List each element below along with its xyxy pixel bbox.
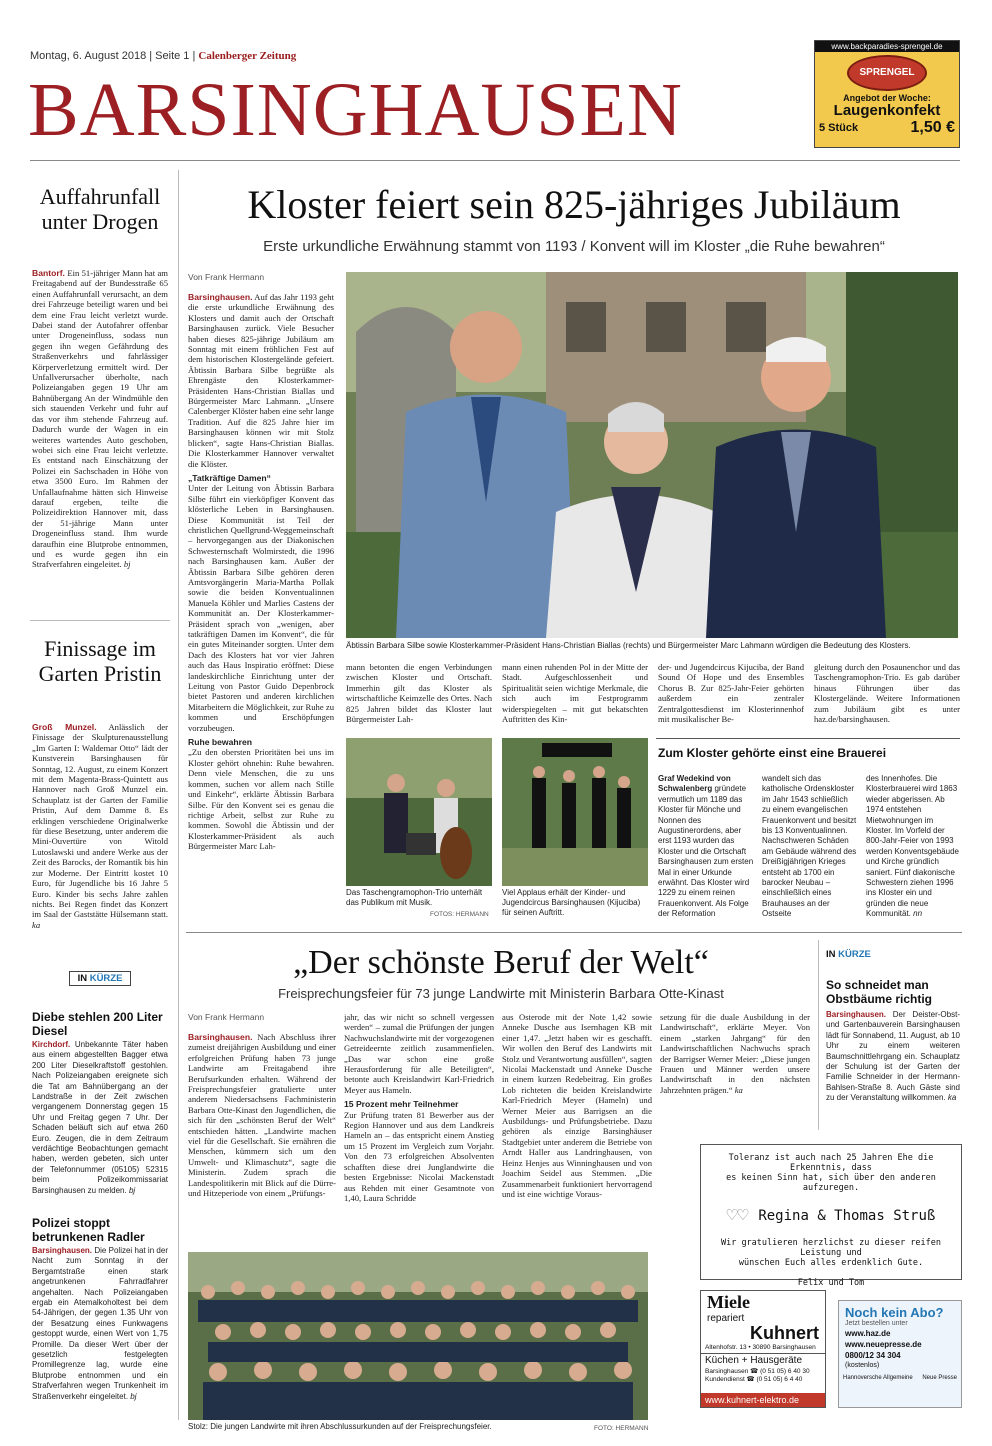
in-kuerze-label-right: IN KÜRZE xyxy=(826,949,871,960)
greeting-line3: Wir gratulieren herzlichst zu dieser reifen Leistung und xyxy=(720,1238,942,1258)
side1-body: Bantorf. Ein 51-jähriger Mann hat am Freitagabend auf der Bundesstraße 65 einen Auffahrunfall verursacht, an dem drei Fahrzeuge beteiligt waren und bei dem eine Frau leicht verletzt wurde. Dabei stand der Autofahrer offenbar unter Drogeneinfluss, sodass nun gegen ihn wegen Gefährdung des Straßenverkehrs und fahrlässiger Körperverletzung ermittelt wird. Der Unfallverursacher überholte, nach Polizeiangaben gegen 19 Uhr am Bahnübergang An der Windmühle den sich stauenden Verkehr und fuhr auf das vor ihm stehende Fahrzeug auf. Dadurch wurde der Wagen in ein weiteres wartendes Auto geschoben, wobei sich eine Frau leicht verletzte. Es entstand nach Einschätzung der Polizei ein Sachschaden in Höhe von etwa 3500 Euro. Im Rahmen der Unfallaufnahme hätten sich Hinweise darauf ergeben, teilte die Polizeidirektion Hannover mit, dass der 51-jährige Mann unter Drogeneinfluss stand. Ihm wurde daraufhin eine Blutprobe entnommen, und es wurde gegen ihn ein Strafverfahren eingeleitet. bj xyxy=(32,268,168,570)
ad-url: www.backparadies-sprengel.de xyxy=(815,41,959,52)
masthead: BARSINGHAUSEN xyxy=(28,68,683,152)
abo-web2[interactable]: www.neuepresse.de xyxy=(845,1340,922,1349)
kuhnert-name: Kuhnert xyxy=(750,1323,819,1343)
greeting-line2: es keinen Sinn hat, sich über den anderen aufzuregen. xyxy=(726,1173,936,1193)
abo-ad[interactable] xyxy=(838,1300,962,1408)
kuhnert-tel2: Kundendienst ☎ (0 51 05) 6 4 40 xyxy=(705,1376,803,1383)
kuhnert-address: Altenhofstr. 13 • 30890 Barsinghausen xyxy=(705,1344,816,1351)
side2-body: Groß Munzel. Anlässlich der Finissage der Skulpturenausstellung „Im Garten I: Waldemar Otto“ lädt der Kunstverein Barsinghausen für Sonntag, 12. August, zu einem Konzert mit dem Magenta-Brass-Quintett aus Hannover nach Groß Munzel ein. Schauplatz ist der Garten der Familie Pristin, Auf dem Damme 8. Es erklingen verschiedene Originalwerke für diese Besetzung, unter anderem die Mini-Ouvertüre von Witold Lutoslawski und andere Werke aus der Zeit des Barocks, der Romantik bis hin zur Moderne. Der Eintritt kostet 10 Euro, für Jugendliche bis 16 Jahre 5 Euro. Kinder bis sechs Jahre zahlen nichts. Bei Regen findet das Konzert im Saal der Gaststätte Hülsemann statt. ka xyxy=(32,722,168,930)
box-top-rule xyxy=(656,738,960,739)
paper-name: Calenberger Zeitung xyxy=(198,50,297,62)
kuhnert-web[interactable]: www.kuhnert-elektro.de xyxy=(701,1393,825,1407)
side-divider xyxy=(30,620,170,621)
header-divider xyxy=(30,160,960,161)
side2-headline: Finissage im Garten Pristin xyxy=(38,636,162,686)
miele-ad[interactable] xyxy=(700,1290,826,1408)
abo-phone[interactable]: 0800/12 34 304 xyxy=(845,1351,901,1360)
in-kuerze-label: IN KÜRZE xyxy=(30,968,170,986)
brauerei-col1: Graf Wedekind von Schwalenberg gründete vermutlich um 1189 das Kloster für Mönche und Nonnen des Augustinerordens, aber erst 1193 wurden das Kloster und die Ortschaft Barsinghausen zum ersten Mal in einer Urkunde erwähnt. Das Kloster wird 1229 zu einem reinen Frauenkonvent. Als Folge der Reformation xyxy=(658,774,754,919)
circus-caption: Viel Applaus erhält der Kinder- und Jugendcircus Barsinghausen (Kijuciba) für seinen Auftritt. xyxy=(502,888,641,917)
greeting-line1: Toleranz ist auch nach 25 Jahren Ehe die Erkenntnis, dass xyxy=(728,1153,934,1173)
photo-credit: FOTOS: HERMANN xyxy=(430,911,489,918)
brauerei-col3: des Innenhofes. Die Klosterbrauerei wird 1863 wieder abgerissen. Ab 1974 entstehen Mietwohnungen im Kloster. Im Vorfeld der 800-Jahr-Feier von 1993 werden Konventsgebäude und Kirche gründlich saniert. Fünf diakonische Schwestern ziehen 1996 ins Kloster ein und gründen die neue Kommunität. nn xyxy=(866,774,959,919)
date-line: Montag, 6. August 2018 | Seite 1 | Calenberger Zeitung xyxy=(30,50,297,62)
trio-caption: Das Taschengramophon-Trio unterhält das Publikum mit Musik. xyxy=(346,888,483,907)
greeting-names: Regina & Thomas Struß xyxy=(758,1207,936,1224)
brief3-headline: So schneidet man Obstbäume richtig xyxy=(826,978,933,1006)
abo-title: Noch kein Abo? xyxy=(845,1305,944,1320)
kuhnert-category: Küchen + Hausgeräte xyxy=(701,1353,825,1367)
abo-brands: Hannoversche Allgemeine Neue Presse xyxy=(843,1375,957,1381)
brief2-body: Barsinghausen. Die Polizei hat in der Nacht zum Sonntag in der Bergamtstraße einen stark angetrunkenen Fahrradfahrer angehalten. Nach Polizeiangaben ergab ein Atemalkoholtest bei dem 54-Jährigen, der gegen 1.35 Uhr von der Besatzung eines Funkwagens gestoppt wurde, einen Wert von 1,75 Promille. Da dieser Wert über der gesetzlich festgelegten Promillegrenze lag, wurde eine Blutprobe entnommen und ein Strafverfahren wegen Trunkenheit im Straßenverkehr eingeleitet. bj xyxy=(32,1246,168,1401)
story2-col1: Barsinghausen. Nach Abschluss ihrer zumeist dreijährigen Ausbildung und einer erfolgreichen Prüfung haben 73 junge Landwirte am Freitagabend ihre Berufsurkunden erhalten. Während der Freisprechungsfeier gratulierte unter anderem Niedersachsens Fachministerin Barbara Otte-Kinast den Jugendlichen, die sich für den „schönsten Beruf der Welt“ entschieden hätten. „Landwirte machen viel für die Gesellschaft. Sie ernähren die Menschen, kümmern sich um den Umwelt- und Klimaschutz“, sagte die Ministerin. Zudem sprach die Landespolitikerin mit Blick auf die Dürre- und Hitzeperiode von einem „Prüfungs- xyxy=(188,1032,336,1199)
landwirte-credit: FOTO: HERMANN xyxy=(594,1425,649,1432)
main-col4: der- und Jugendcircus Kijuciba, der Band Sound Of Hope und des Ensembles Chorus B. Zur 825-Jahr-Feier gehörten außerdem ein zentraler Zentralgottesdienst im Klosterinnenhof mit musikalischer Be- xyxy=(658,662,804,725)
brief2-headline: Polizei stoppt betrunkenen Radler xyxy=(32,1216,145,1244)
abo-web1[interactable]: www.haz.de xyxy=(845,1329,891,1338)
hearts-icon: ♡♡ xyxy=(726,1205,749,1226)
brauerei-headline: Zum Kloster gehörte einst eine Brauerei xyxy=(658,746,887,760)
miele-logo: Miele xyxy=(707,1292,750,1312)
main-col5: gleitung durch den Posaunenchor und das Taschengramophon-Trio. Es gab darüber hinaus Führungen über das Klostergelände. Weitere Informationen zum Jubiläum gibt es unter haz.de/barsinghausen. xyxy=(814,662,960,725)
main-col3: mann einen ruhenden Pol in der Mitte der Stadt. Aufgeschlossenheit und Spiritualität seien wichtige Merkmale, die sich auch im Festprogramm widerspiegelten – mit gut bekatschten Auftritten des Kin- xyxy=(502,662,648,725)
column-divider xyxy=(178,170,179,1420)
brief3-body: Barsinghausen. Der Deister-Obst- und Gartenbauverein Barsinghausen lädt für Sonnabend, 11. August, ab 10 Uhr zu einem weiteren Baumschnittlehrgang ein. Schauplatz der Schulung ist der Garten der Familie Schneider in der Hermann-Bahlsen-Straße 8. Auch Gäste sind zu der Veranstaltung willkommen. ka xyxy=(826,1010,960,1103)
story2-deck: Freisprechungsfeier für 73 junge Landwirte mit Ministerin Barbara Otte-Kinast xyxy=(278,986,724,1001)
story-divider xyxy=(186,932,962,933)
kloster-photo xyxy=(346,272,958,638)
main-photo-caption: Äbtissin Barbara Silbe sowie Klosterkammer-Präsident Hans-Christian Biallas (rechts) und Bürgermeister Marc Lahmann würdigen die Bedeutung des Klosters. xyxy=(346,641,911,650)
landwirte-photo xyxy=(188,1252,648,1420)
ad-price-row: 5 Stück 1,50 € xyxy=(819,119,955,136)
story2-headline: „Der schönste Beruf der Welt“ xyxy=(293,944,709,981)
story2-col4: setzung für die duale Ausbildung in der Landwirtschaft“, erklärte Meyer. Von einem „starken Jahrgang“ für den Landwirtschaftlichen Nachwuchs sprach der Barrigser Werner Meier: „Diese jungen Frauen und Männer werden unsere Landwirtschaft in den nächsten Jahrzehnten prägen.“ ka xyxy=(660,1012,810,1095)
miele-repariert: repariert xyxy=(707,1313,745,1324)
story2-byline: Von Frank Hermann xyxy=(188,1012,265,1022)
greeting-line4: wünschen Euch alles erdenklich Gute. xyxy=(738,1258,924,1268)
bakery-ad[interactable] xyxy=(814,40,960,148)
brief1-headline: Diebe stehlen 200 Liter Diesel xyxy=(32,1010,163,1038)
side1-headline: Auffahrunfall unter Drogen xyxy=(39,184,161,234)
trio-photo xyxy=(346,738,492,886)
greeting-from: Felix und Tom xyxy=(797,1278,865,1288)
main-col2: mann betonten die engen Verbindungen zwischen Kloster und Ortschaft. Immerhin gilt das Kloster als wirtschaftliche Keimzelle des Ortes. Nach 825 Jahren bildet das Kloster laut Bürgermeister Lah- xyxy=(346,662,492,725)
ad-offer: Angebot der Woche: xyxy=(843,93,931,103)
right-divider xyxy=(818,940,819,1130)
abo-subtitle: Jetzt bestellen unter xyxy=(845,1320,908,1327)
landwirte-caption: Stolz: Die jungen Landwirte mit ihren Abschlussurkunden auf der Freisprechungsfeier. xyxy=(188,1422,492,1431)
ad-product: Laugenkonfekt xyxy=(833,102,941,119)
circus-photo xyxy=(502,738,648,886)
main-col1: Barsinghausen. Auf das Jahr 1193 geht die erste urkundliche Erwähnung des Klosters und damit auch der Ortschaft Barsinghausen zurück. Viele Besucher haben dieses 825-jährige Jubiläum am Sonntag mit einem fröhlichen Fest auf dem historischen Klostergelände gefeiert. Äbtissin Barbara Silbe begrüßte als Ehrengäste den Klosterkammer-Präsidenten Hans-Christian Biallas und Bürgermeister Marc Lahmann. „Unsere Calenberger Klöster haben eine sehr lange Tradition. Auf die 825 Jahre hier im Barsinghausen können wir mit Stolz blicken“, sagte Hans-Christian Biallas. Die Klosterkammer Hannover verwaltet die Klöster. „Tatkräftige Damen“ Unter der Leitung von Äbtissin Barbara Silbe führt ein vierköpfiger Konvent das klösterliche Leben in Barsinghausen. Diese Kommunität ist Teil der christlichen Quellgrund-Weggemeinschaft – hervorgegangen aus der Diakonischen Schwesternschaft Wolmirstedt, die 1996 nach Barsinghausen kam. Außer der Äbtissin Barbara Silbe gehören deren Amtsvorgängerin Maria-Martha Pollak sowie die beiden Konventualinnen Manuela Köhler und Marlies Castens der Kommunität an. Der Klosterkammer-Präsident sprach von „wenigen, aber tatkräftigen Damen im Konvent“, die für ein gutes Miteinander sorgten. Unter dem Dach des Klosters hat vor vier Jahren auch das Haus Inspiratio eröffnet: Diese landeskirchliche Einrichtung unter der Leitung von Pastor Guido Depenbrock bietet Pastoren und anderen kirchlichen Mitarbeitern die Möglichkeit, zur Ruhe zu kommen und Erschöpfungen vorzubeugen. Ruhe bewahren „Zu den obersten Prioritäten bei uns im Kloster gehört ohnehin: Ruhe bewahren. Denn viele Menschen, die zu uns kommen, suchen vor allem nach Stille und Einkehr“, erklärte Äbtissin Barbara Silbe. Für den Konvent sei es genau die richtige Arbeit, selbst zur Ruhe zu kommen. Sowohl die Äbtissin und der Klosterkammer-Präsident als auch Bürgermeister Marc Lah- xyxy=(188,292,334,852)
story2-col2: jahr, das wir nicht so schnell vergessen werden“ – zumal die Prüfungen der jungen Nachwuchslandwirte mit der vorgezogenen Getreideernte zeitlich zusammenfielen. „Das war schon eine große Herausforderung für alle Beteiligten“, betonte auch Kreislandwirt Karl-Friedrich Meyer aus Hameln. 15 Prozent mehr Teilnehmer Zur Prüfung traten 81 Bewerber aus der Region Hannover und aus dem Landkreis Hameln an – das entspricht einem Anstieg um 15 Prozent im Vergleich zum Vorjahr. Von den 73 erfolgreichen Absolventen schafften diese drei Junglandwirte die besten Ergebnisse: Nicolai Mackenstadt aus Rehden mit einer Gesamtnote von 1,40, Laura Schridde xyxy=(344,1012,494,1203)
brief1-body: Kirchdorf. Unbekannte Täter haben aus einem abgestellten Bagger etwa 200 Liter Dieselkraftstoff gestohlen. Nach Polizeiangaben ereignete sich die Tat am Bahnübergang an der Landstraße in der Zeit zwischen vergangenem Donnerstag gegen 15 Uhr und Freitag gegen 7 Uhr. Der Schaden beläuft sich auf etwa 260 Euro. Zeugen, die in dem Zeitraum verdächtige Beobachtungen gemacht haben, werden gebeten, sich unter der Telefonnummer (05105) 52315 beim Polizeikommissariat Barsinghausen zu melden. bj xyxy=(32,1040,168,1195)
main-deck: Erste urkundliche Erwähnung stammt von 1193 / Konvent will im Kloster „die Ruhe bewahren“ xyxy=(263,238,885,255)
kuhnert-tel1: Barsinghausen ☎ (0 51 05) 6 40 30 xyxy=(705,1368,810,1375)
main-headline: Kloster feiert sein 825-jähriges Jubiläum xyxy=(247,182,901,227)
main-byline: Von Frank Hermann xyxy=(188,272,265,282)
story2-col3: aus Osterode mit der Note 1,42 sowie Anneke Dusche aus Isernhagen KB mit einer 1,47. „Jetzt haben wir es geschafft. Wir wollen den Beruf des Landwirts mit Stolz und Verantwortung ausfüllen“, sagten Nicolai Mackenstadt und Anneke Dusche in einem kurzen Redebeitrag. Ein großes Lob richteten die beiden Kreislandwirte Karl-Friedrich Meyer (Hameln) und Werner Meier aus Barrigsen an die Ausbildungs- und Prüfungsbetriebe. Dazu gehören als einzige Barsinghäuser Stadtgebiet unter anderem die Betriebe von Arndt Haller aus Landringhausen, von Heinz Henjes aus Winninghausen und von Joachim Seidel aus Stemmen. „Die Zusammenarbeit funktioniert hervorragend und ist eine wichtige Voraus- xyxy=(502,1012,652,1199)
sprengel-logo: SPRENGEL xyxy=(847,55,927,91)
greeting-ad xyxy=(700,1144,962,1288)
brauerei-col2: wandelt sich das katholische Ordenskloster im Jahr 1543 schließlich zu einem evangelischen Frauenkonvent und besitzt bis 13 Konventualinnen. Nachschweren Schäden am Gebäude während des Dreißigjährigen Krieges entsteht ab 1700 ein barocker Neubau – einschließlich eines Brauhauses an der Ostseite xyxy=(762,774,857,919)
abo-free: (kostenlos) xyxy=(845,1362,880,1369)
